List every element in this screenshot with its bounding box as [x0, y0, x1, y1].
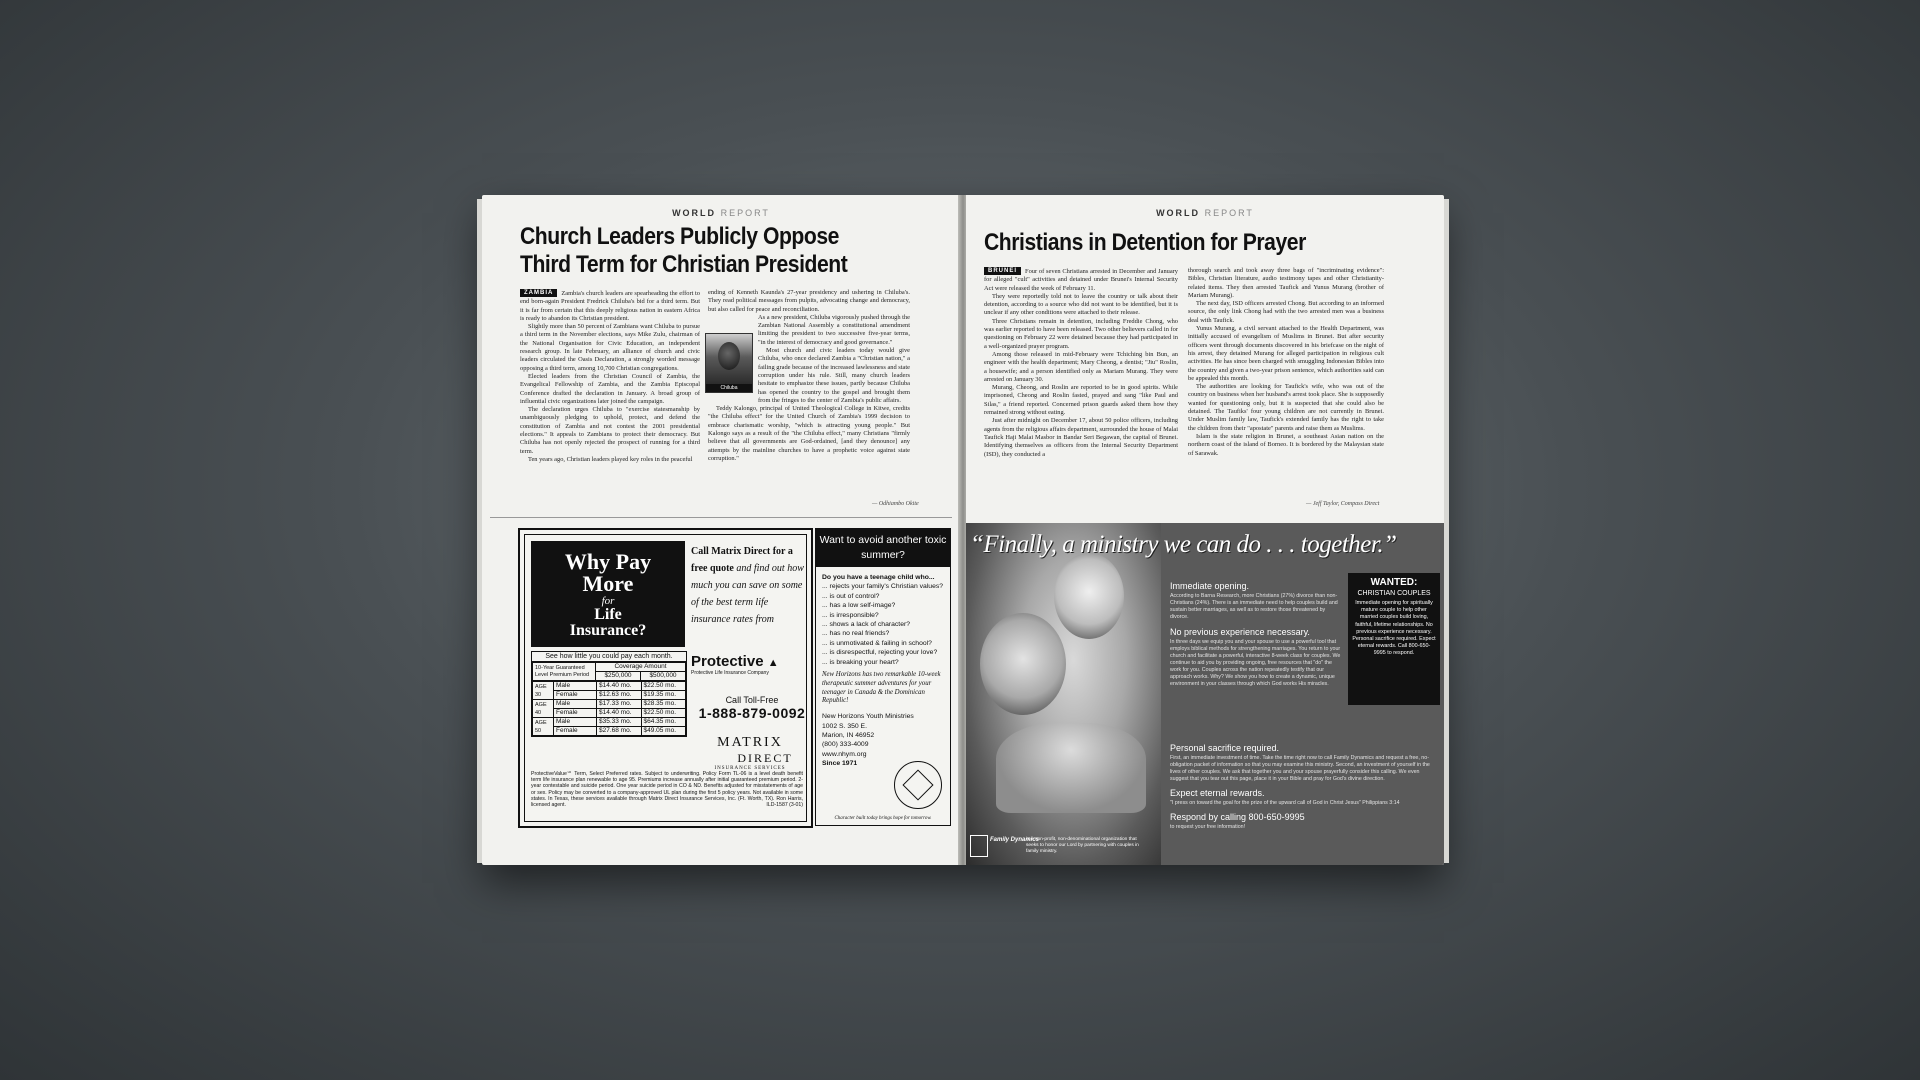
checklist-item: ... is unmotivated & failing in school?: [822, 639, 932, 647]
ad-phone-cta[interactable]: Respond by calling 800-650-9995: [1170, 812, 1305, 822]
right-page: [966, 195, 1444, 865]
rate-row: AGE 30 Male $14.40 mo. $22.50 mo.: [533, 682, 686, 691]
checklist-item: ... is breaking your heart?: [822, 658, 899, 666]
left-page: [482, 195, 960, 865]
checklist-item: ... has no real friends?: [822, 630, 890, 638]
section-label: WORLD REPORT: [1156, 208, 1254, 218]
rate-table: See how little you could pay each month. 10-Year Guaranteed Level Premium Period Coverage Amount $250,000 $500,000 AGE 30 Male $14.40 mo. $22.50 mo. Female $12.63 mo. $19.35 mo. AGE 40 Male $17.33 mo. $28.35 mo. Female $14.40 mo. $22.50 mo. AGE 50 Male $35.33 mo. $64.35 mo. Female $27.68 mo. $49.05 mo.: [531, 651, 687, 737]
rate-row: Female $12.63 mo. $19.35 mo.: [533, 691, 686, 700]
photo-caption: Chiluba: [706, 384, 752, 392]
life-insurance-ad: [518, 528, 813, 828]
checklist-item: ... is disrespectful, rejecting your love?: [822, 649, 938, 657]
magazine-spread: [482, 195, 1444, 865]
family-logo-icon: [970, 835, 988, 857]
nh-headline: Want to avoid another toxic summer?: [816, 529, 950, 567]
tollfree-block: Call Toll-Free 1-888-879-0092: [693, 695, 811, 721]
checklist-item: ... rejects your family's Christian values?: [822, 583, 944, 591]
page-divider: [490, 517, 952, 518]
nh-website[interactable]: www.nhym.org: [822, 750, 867, 758]
ad-headline-box: Why Pay More for Life Insurance?: [531, 541, 685, 647]
family-dynamics-ad: [966, 523, 1444, 865]
matrix-direct-logo: MATRIX DIRECT INSURANCE SERVICES: [714, 735, 793, 771]
article-headline: Christians in Detention for Prayer: [984, 229, 1306, 256]
rate-row: AGE 50 Male $35.33 mo. $64.35 mo.: [533, 718, 686, 727]
phone-number[interactable]: 1-888-879-0092: [698, 705, 806, 721]
location-tag: ZAMBIA: [520, 289, 557, 297]
ad-fineprint: ProtectiveValue℠ Term, Select Preferred rates. Subject to underwriting. Policy Form TL-06 is a level death benefit term life insurance plan renewable to age 95. Premiums increase annually after initial guaranteed premium period. 2-year contestable and suicide period. One year suicide period in CO & ND. Benefits adjusted for misstatements of age or sex. Policy may be converted to a company-approved UL plan during the first 5 policy years. Not available in some states. In Texas, these services available through Matrix Direct Insurance Services, Inc. (Ft. Worth, TX). Ron Harris, licensed agent. ILD-1587 (3-01): [531, 771, 803, 809]
article-column-2: thorough search and took away three bags of "incriminating evidence": Bibles, Christian literature, audio testimony tapes and other Christianity-related items. They then arrested Taufick and Yunus Murang (brother of Mariam Murang). The next day, ISD officers arrested Chong. But according to an informed source, the only link Chong had with the two arrested men was a business deal with Taufick. Yunus Murang, a civil servant attached to the Health Department, was initially accused of evangelism of Muslims in Brunei. But after security officers went through documents discovered in his briefcase on the night of his arrest, they detained Murang for alleged participation in religious cult activities. He has since been charged with smuggling Indonesian Bibles into the country and given a two-year prison sentence, which authorities said can be appealed this month. The authorities are looking for Taufick's wife, who was out of the country on business when her husband's arrest took place. She is supposedly wanted for questioning only, but it is suspected that she could also be detained. The Taufiks' four young children are not currently in Brunei. Under Muslim family law, Taufick's extended family has the right to take the children from their "apostate" parents and raise them as Muslims. Islam is the state religion in Brunei, a southeast Asian nation on the northern coast of the island of Borneo. It is bordered by the Malaysian state of Sarawak.: [1188, 267, 1384, 457]
ad-pitch: Call Matrix Direct for a free quote and find out how much you can save on some of the best term life insurance rates from: [691, 546, 804, 625]
compass-logo-icon: [894, 761, 942, 809]
checklist-item: ... is irresponsible?: [822, 611, 879, 619]
new-horizons-ad: Want to avoid another toxic summer? Do you have a teenage child who... ... rejects your family's Christian values? ... is out of control? ... has a low self-image? ... is irresponsible? ... shows a lack of character? ... has no real friends? ... is unmotivated & failing in school? ... is disrespectful, rejecting your love? ... is breaking your heart? New Horizons has two remarkable 10-week therapeutic summer adventures for your teenager in Canada & the Dominican Republic! New Horizons Youth Ministries 1002 S. 350 E. Marion, IN 46952 (800) 333-4009 www.nhym.org Since 1971 Character built today brings hope for tomorrow.: [815, 528, 951, 826]
article-headline: Church Leaders Publicly Oppose Third Term for Christian President: [520, 223, 848, 278]
ad-body-upper: Immediate opening. According to Barna Research, more Christians (27%) divorce than non-Christians (24%). There is an immediate need to help couples build and sustain better marriages, as well as to restore those threatened by divorce. No previous experience necessary. In three days we equip you and your spouse to use a powerful tool that employs biblical methods for strengthening marriages. You return to your church and facilitate a powerful, interactive 8-week class for couples. We continue to aid you by providing ongoing, free resources that "do" the work for you. Couples across the nation repeatedly testify that our approach works. Why? We show you how to create a dynamic, unique environment in your classes through which God works His miracles.: [1170, 581, 1341, 687]
checklist-item: ... is out of control?: [822, 592, 880, 600]
rate-row: Female $14.40 mo. $22.50 mo.: [533, 709, 686, 718]
family-dynamics-logo: Family Dynamics is a non-profit, non-denominational organization that seeks to honor our Lord by partnering with couples in family ministry.: [970, 835, 1150, 859]
section-label: WORLD REPORT: [672, 208, 770, 218]
article-byline: — Odhiambo Okite: [872, 501, 919, 507]
rate-row: Female $27.68 mo. $49.05 mo.: [533, 727, 686, 736]
article-column-1: ZAMBIA Zambia's church leaders are spearheading the effort to end born-again President Fredrick Chiluba's bid for a third term. But it is far from certain that this deeply religious nation in eastern Africa is ready to abandon its Christian president. Slightly more than 50 percent of Zambians want Chiluba to pursue a third term in the November elections, says Mike Zulu, chairman of the National Organisation for Civic Education, an independent research group. In late February, an alliance of church and civic leaders circulated the Oasis Declaration, a strongly worded message opposing a third term, among 10,700 Christian congregations. Elected leaders from the Christian Council of Zambia, the Evangelical Fellowship of Zambia, and the Zambia Episcopal Conference drafted the declaration in January. A broad group of influential civic organizations later joined the campaign. The declaration urges Chiluba to "exercise statesmanship by unambiguously pledging to uphold, protect, and defend the constitution of Zambia and not contest the 2001 presidential elections." It appeals to Zambians to protect their democracy. But Chiluba has not openly rejected the prospect of running for a third term. Ten years ago, Christian leaders played key roles in the peaceful: [520, 290, 700, 463]
protective-logo: Protective ▲ Protective Life Insurance Company: [691, 653, 779, 676]
article-column-1: BRUNEI Four of seven Christians arrested in December and January for alleged "cult" activities and detained under Brunei's Internal Security Act were released the week of February 11. They were reportedly told not to leave the country or talk about their detention, according to a source who did not want to be identified, but it is unclear if any other conditions were attached to their release. Three Christians remain in detention, including Freddie Chong, who was earlier reported to have been released. Two other believers called in for questioning on February 22 were detained because they had participated in a well-organized prayer program. Among those released in mid-February were Tchiching bin Bun, an engineer with the health department; Mary Cheong, a dentist; "Jiu" Roslin, a housewife; and a person identified only as Mariam Murang. They were arrested on January 30. Murang, Cheong, and Roslin are reported to be in good spirits. While imprisoned, Cheong and Roslin fasted, prayed and sang "like Paul and Silas," a friend reported. Concerned prison guards asked them how they remained strong without eating. Just after midnight on December 17, about 50 police officers, including agents from the religious affairs department, surrounded the house of Malai Taufick Haji Malai Masbor in Bandar Seri Begawan, the capital of Brunei. Identifying themselves as officers from the Internal Security Department (ISD), they conducted a: [984, 268, 1178, 458]
location-tag: BRUNEI: [984, 267, 1021, 275]
couple-photo: [966, 523, 1161, 865]
ad-headline: “Finally, a ministry we can do . . . together.”: [970, 531, 1397, 558]
checklist-item: ... has a low self-image?: [822, 602, 896, 610]
article-byline: — Jeff Taylor, Compass Direct: [1306, 501, 1380, 507]
wanted-box: WANTED: CHRISTIAN COUPLES Immediate opening for spiritually mature couple to help other married couples build loving, faithful, lifetime relationships. No previous experience necessary. Personal sacrifice required. Expect eternal rewards. Call 800-650-9995 to respond.: [1348, 573, 1440, 705]
article-column-2: ending of Kenneth Kaunda's 27-year presidency and ushering in Chiluba's. They read political messages from pulpits, advocating change and democracy, but also called for peace and reconciliation. As a new president, Chiluba vigorously pushed through the Zambian National Assembly a constitutional amendment limiting the president to two successive five-year terms, "in the interest of democracy and good governance." Most church and civic leaders today would give Chiluba, who once declared Zambia a "Christian nation," a failing grade because of the increased lawlessness and state corruption under his rule. Still, many church leaders hesitate to emphasize these issues, partly because Chiluba has opened the country to the gospel and brought them from the fringes to the center of Zambia's public affairs. Teddy Kalongo, principal of United Theological College in Kitwe, credits "the Chiluba effect" for the United Church of Zambia's 1999 decision to embrace charismatic worship, "which is attracting young people." But Kalongo says as a result of the "the Chiluba effect," many Christians "firmly believe that all governments are God-ordained, [and they denounce] any attempts by the mainline churches to have a prophetic voice against state corruption.": [708, 289, 910, 462]
rate-row: AGE 40 Male $17.33 mo. $28.35 mo.: [533, 700, 686, 709]
ad-body-lower: Personal sacrifice required. First, an immediate investment of time. Take the time right now to call Family Dynamics and request a free, no-obligation packet of information so that you may examine this ministry. Second, an investment of yourself in the lives of other couples. We ask that together you and your spouse prayerfully consider this calling. We even suggest that you tear out this page, place it in your Bible and pray for God's divine direction. Expect eternal rewards. "I press on toward the goal for the prize of the upward call of God in Christ Jesus" Philippians 3:14 Respond by calling 800-650-9995 to request your free information!: [1170, 738, 1436, 831]
checklist-item: ... shows a lack of character?: [822, 621, 911, 629]
